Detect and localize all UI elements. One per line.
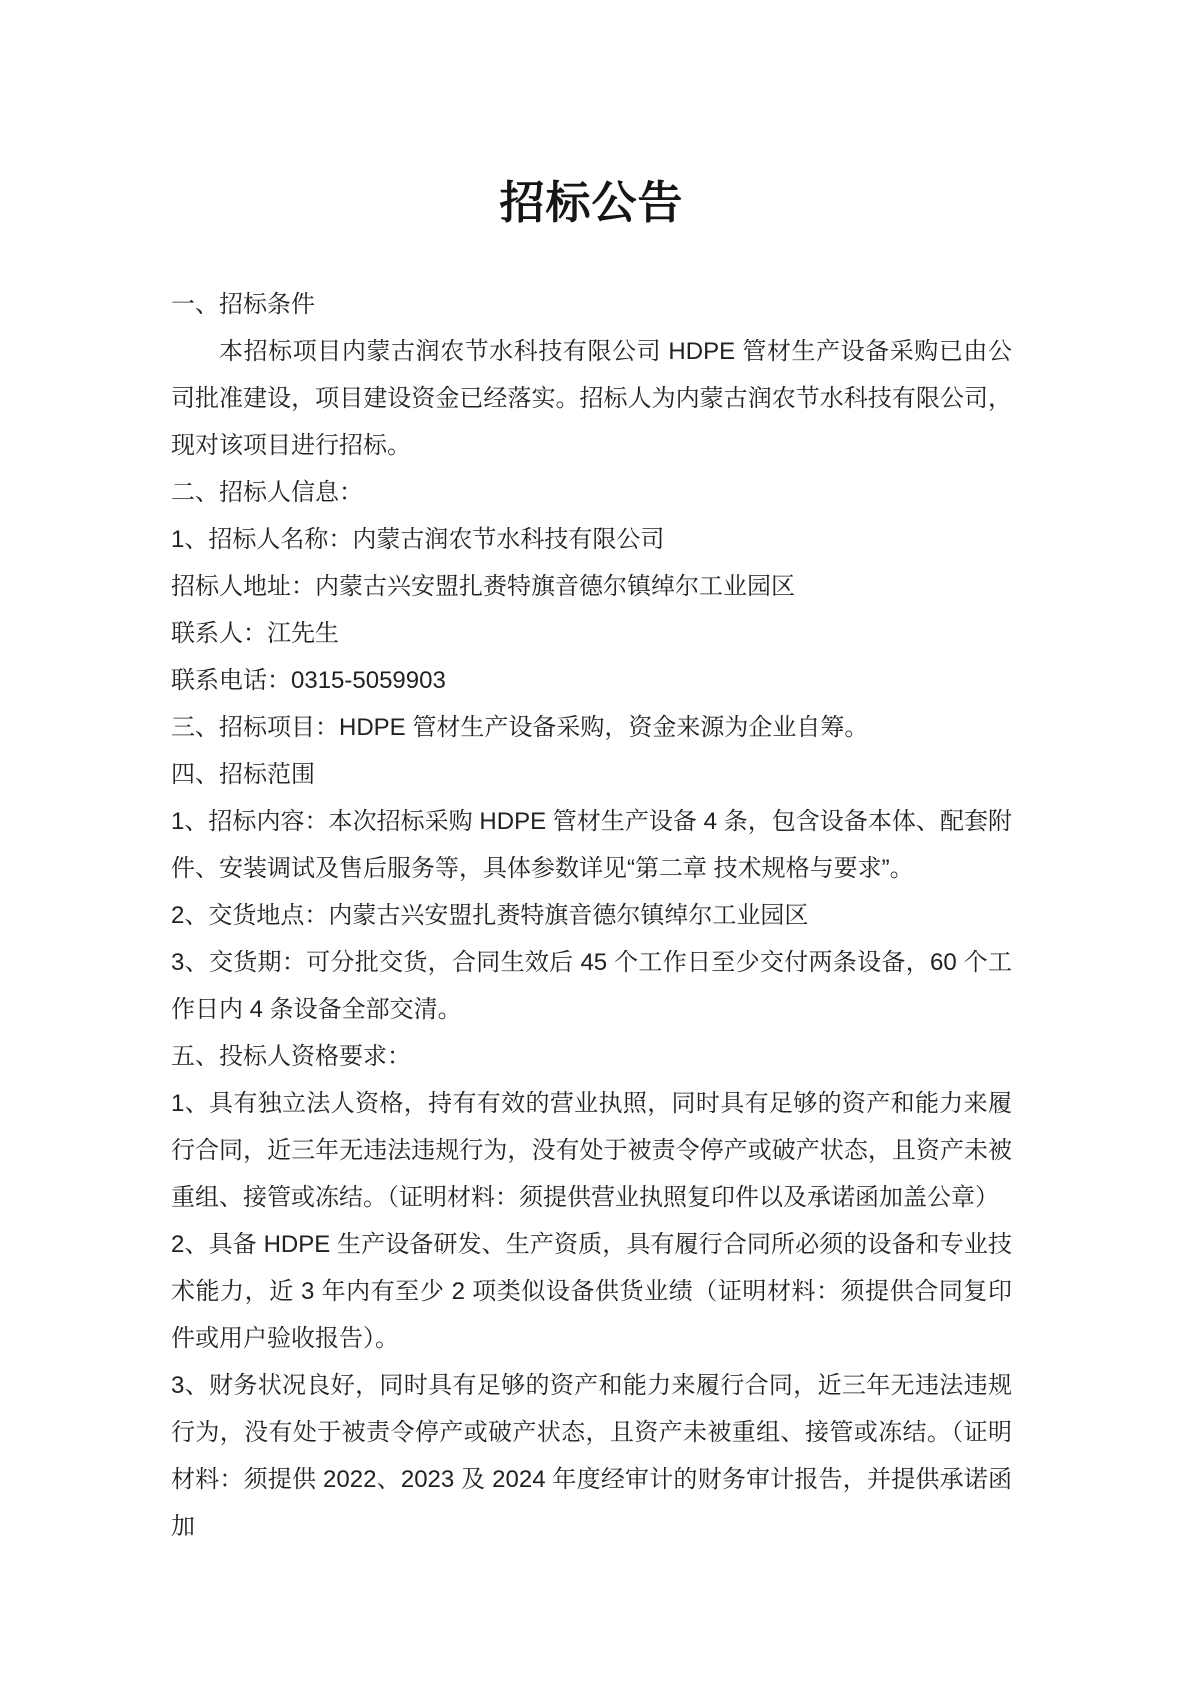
body-paragraph: 招标人地址：内蒙古兴安盟扎赉特旗音德尔镇绰尔工业园区 [171,573,795,600]
document-content [171,0,1012,1550]
section-heading-3: 三、招标项目：HDPE 管材生产设备采购，资金来源为企业自筹。 [171,714,869,741]
body-paragraph: 本招标项目内蒙古润农节水科技有限公司 HDPE 管材生产设备采购已由公司批准建设，项目建设资金已经落实。招标人为内蒙古润农节水科技有限公司，现对该项目进行招标。 [171,338,1012,459]
body-paragraph: 联系人：江先生 [171,620,339,647]
body-paragraph: 3、财务状况良好，同时具有足够的资产和能力来履行合同，近三年无违法违规行为，没有处于被责令停产或破产状态，且资产未被重组、接管或冻结。（证明材料：须提供 2022、2023 及 2024 年度经审计的财务审计报告，并提供承诺函加 [171,1372,1012,1540]
document-title: 招标公告 [499,177,684,228]
body-paragraph: 2、具备 HDPE 生产设备研发、生产资质，具有履行合同所必须的设备和专业技术能力，近 3 年内有至少 2 项类似设备供货业绩（证明材料：须提供合同复印件或用户验收报告）。 [171,1231,1012,1352]
body-paragraph: 1、招标人名称：内蒙古润农节水科技有限公司 [171,526,665,553]
body-paragraph: 1、招标内容：本次招标采购 HDPE 管材生产设备 4 条，包含设备本体、配套附件、安装调试及售后服务等，具体参数详见“第二章 技术规格与要求”。 [171,808,1012,882]
section-heading-4: 四、招标范围 [171,761,315,788]
body-paragraph: 1、具有独立法人资格，持有有效的营业执照，同时具有足够的资产和能力来履行合同，近三年无违法违规行为，没有处于被责令停产或破产状态，且资产未被重组、接管或冻结。（证明材料：须提供营业执照复印件以及承诺函加盖公章） [171,1090,1012,1211]
document-body [171,281,1012,1550]
body-paragraph: 2、交货地点：内蒙古兴安盟扎赉特旗音德尔镇绰尔工业园区 [171,902,809,929]
body-paragraph: 联系电话：0315-5059903 [171,667,446,694]
body-paragraph: 3、交货期：可分批交货，合同生效后 45 个工作日至少交付两条设备，60 个工作日内 4 条设备全部交清。 [171,949,1012,1023]
section-heading-1: 一、招标条件 [171,291,315,318]
section-heading-2: 二、招标人信息： [171,479,363,506]
section-heading-5: 五、投标人资格要求： [171,1043,411,1070]
